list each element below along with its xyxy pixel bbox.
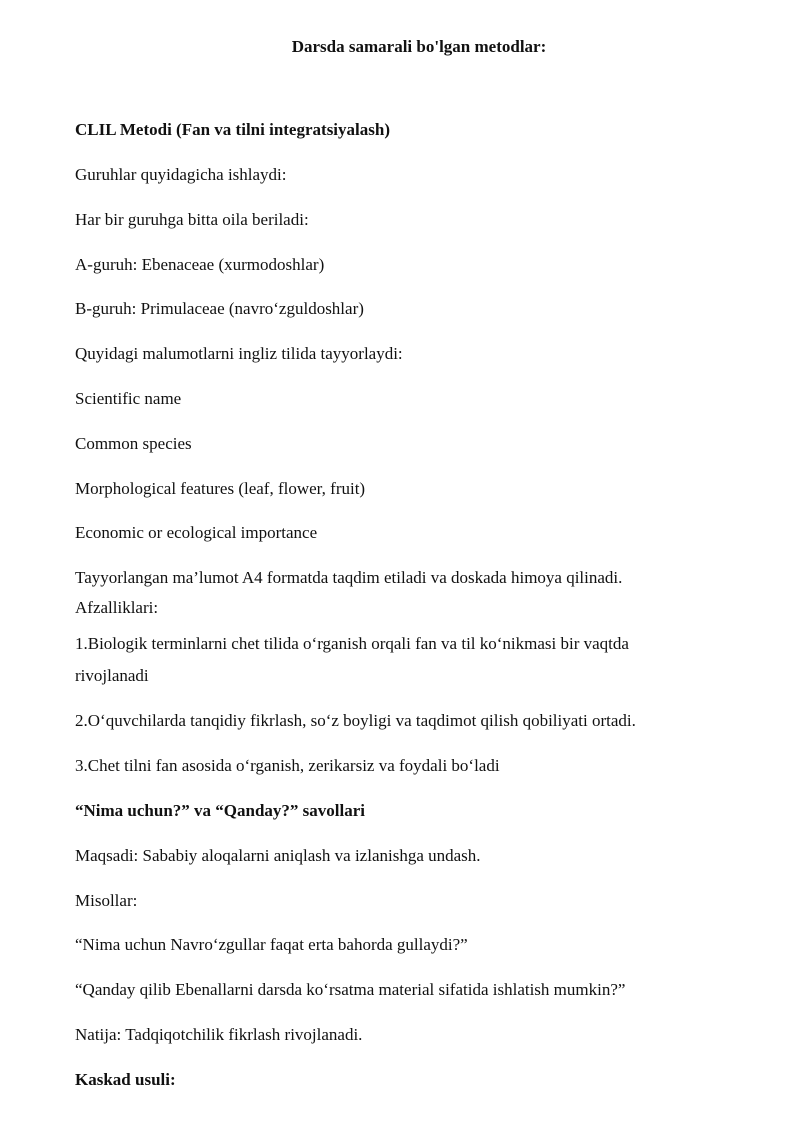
paragraph: Economic or ecological importance bbox=[75, 523, 318, 542]
paragraph: 2.O‘quvchilarda tanqidiy fikrlash, so‘z boyligi va taqdimot qilish qobiliyati ortadi. bbox=[75, 711, 636, 730]
paragraph: Afzalliklari: bbox=[75, 598, 159, 617]
section-heading-clil: CLIL Metodi (Fan va tilni integratsiyalash) bbox=[75, 120, 390, 139]
section-heading-questions: “Nima uchun?” va “Qanday?” savollari bbox=[75, 801, 365, 820]
paragraph: “Qanday qilib Ebenallarni darsda ko‘rsatma material sifatida ishlatish mumkin?” bbox=[75, 980, 626, 999]
paragraph: Tayyorlangan ma’lumot A4 formatda taqdim etiladi va doskada himoya qilinadi. bbox=[75, 568, 623, 587]
paragraph: “Nima uchun Navro‘zgullar faqat erta bahorda gullaydi?” bbox=[75, 935, 468, 954]
paragraph: Har bir guruhga bitta oila beriladi: bbox=[75, 210, 309, 229]
paragraph: Common species bbox=[75, 434, 192, 453]
document-title: Darsda samarali bo'lgan metodlar: bbox=[291, 37, 547, 56]
paragraph: 3.Chet tilni fan asosida o‘rganish, zerikarsiz va foydali bo‘ladi bbox=[75, 756, 500, 775]
paragraph: Misollar: bbox=[75, 891, 138, 910]
paragraph: Scientific name bbox=[75, 389, 182, 408]
paragraph: B-guruh: Primulaceae (navro‘zguldoshlar) bbox=[75, 299, 364, 318]
paragraph: rivojlanadi bbox=[75, 666, 149, 685]
paragraph: 1.Biologik terminlarni chet tilida o‘rganish orqali fan va til ko‘nikmasi bir vaqtda bbox=[75, 634, 629, 653]
paragraph: Guruhlar quyidagicha ishlaydi: bbox=[75, 165, 287, 184]
paragraph: Natija: Tadqiqotchilik fikrlash rivojlanadi. bbox=[75, 1025, 363, 1044]
paragraph: A-guruh: Ebenaceae (xurmodoshlar) bbox=[75, 255, 325, 274]
paragraph: Quyidagi malumotlarni ingliz tilida tayyorlaydi: bbox=[75, 344, 403, 363]
section-heading-kaskad: Kaskad usuli: bbox=[75, 1070, 176, 1089]
paragraph: Morphological features (leaf, flower, fruit) bbox=[75, 479, 366, 498]
paragraph: Maqsadi: Sababiy aloqalarni aniqlash va izlanishga undash. bbox=[75, 846, 481, 865]
